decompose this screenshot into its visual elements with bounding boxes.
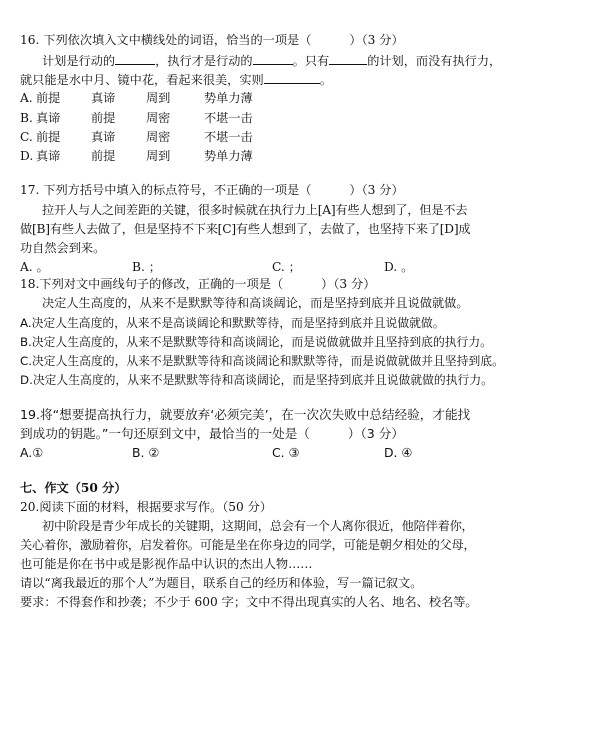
q18-option-b: B.决定人生高度的，从来不是默默等待和高谈阔论，而是说做就做并且坚持到底的执行力。	[20, 335, 492, 349]
q16-passage-line-1: 计划是行动的 ，执行才是行动的 。只有 的计划，而没有执行力，	[42, 54, 502, 68]
q18-option-c: C.决定人生高度的，从来不是默默等待和高谈阔论和默默等待，而是说做就做并且坚持到底。	[20, 354, 504, 368]
q17-passage-line-1: 拉开人与人之间差距的关键，很多时候就在执行力上[A]有些人想到了，但是不去	[42, 203, 468, 217]
q20-prompt: 请以“离我最近的那个人”为题目，联系自己的经历和体验，写一篇记叙文。	[20, 576, 423, 590]
q17-options: A. 。 B. ； C. ； D. 。	[20, 260, 414, 274]
q20-stem: 20.阅读下面的材料，根据要求写作。（50 分）	[20, 500, 273, 514]
q16-stem: 16. 下列依次填入文中横线处的词语，恰当的一项是（ ）（3 分）	[20, 33, 404, 47]
answer-blank	[115, 52, 155, 65]
q16-option-a: A. 前提 真谛 周到 势单力薄	[20, 91, 253, 105]
q20-requirements: 要求：不得套作和抄袭；不少于 600 字；文中不得出现真实的人名、地名、校名等。	[20, 595, 478, 609]
q18-option-d: D.决定人生高度的，从来不是默默等待和高谈阔论，而是坚持到底并且说做就做的执行力。	[20, 373, 493, 387]
q16-passage-line-2: 就只能是水中月、镜中花，看起来很美，实则 。	[20, 73, 332, 87]
q18-stem: 18.下列对文中画线句子的修改，正确的一项是（ ）（3 分）	[20, 277, 376, 291]
q17-passage-line-2: 做[B]有些人去做了，但是坚持不下来[C]有些人想到了，去做了，也坚持下来了[D]成	[20, 222, 471, 236]
answer-blank	[253, 52, 293, 65]
q17-passage-line-3: 功自然会到来。	[20, 241, 106, 255]
q17-stem: 17. 下列方括号中填入的标点符号，不正确的一项是（ ）（3 分）	[20, 183, 404, 197]
q19-options: A.① B. ② C. ③ D. ④	[20, 445, 413, 460]
q20-material-line-2: 关心着你，激励着你，启发着你。可能是坐在你身边的同学，可能是朝夕相处的父母，	[20, 538, 476, 552]
section-heading: 七、作文（50 分）	[20, 481, 127, 495]
q16-option-b: B. 真谛 前提 周密 不堪一击	[20, 111, 253, 125]
q19-line-1: 19.将“想要提高执行力，就要放弃‘必须完美’，在一次次失败中总结经验，才能找	[20, 407, 471, 422]
q19-line-2: 到成功的钥匙。”一句还原到文中，最恰当的一处是（ ）（3 分）	[20, 426, 404, 441]
q16-option-d: D. 真谛 前提 周到 势单力薄	[20, 149, 253, 163]
q18-sentence: 决定人生高度的，从来不是默默等待和高谈阔论，而是坚持到底并且说做就做。	[42, 296, 469, 310]
q20-material-line-1: 初中阶段是青少年成长的关键期，这期间，总会有一个人离你很近，他陪伴着你，	[42, 519, 474, 533]
q18-option-a: A.决定人生高度的，从来不是高谈阔论和默默等待，而是坚持到底并且说做就做。	[20, 316, 445, 330]
q20-material-line-3: 也可能是你在书中或是影视作品中认识的杰出人物……	[20, 557, 313, 571]
answer-blank	[329, 52, 367, 65]
answer-blank	[264, 71, 320, 84]
q16-option-c: C. 前提 真谛 周密 不堪一击	[20, 130, 253, 144]
